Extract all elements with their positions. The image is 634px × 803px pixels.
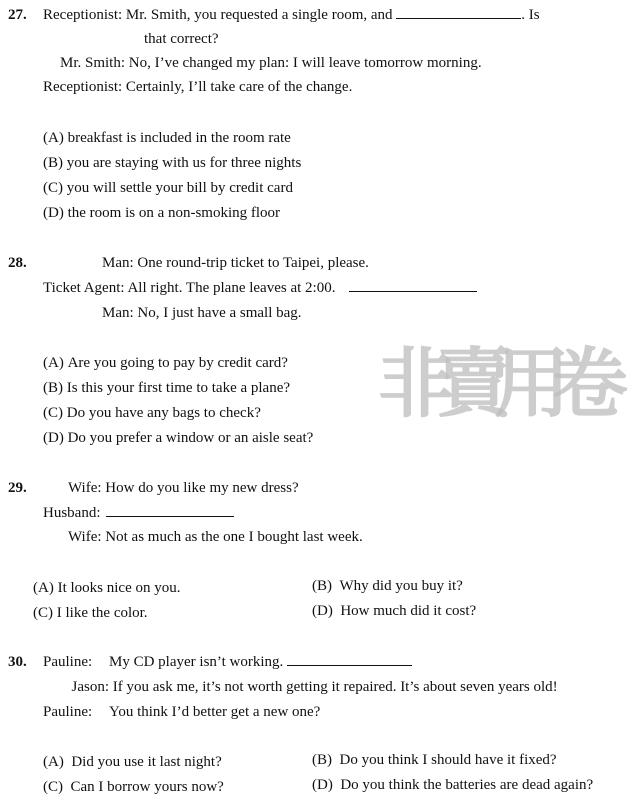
q27-option-d[interactable] — [43, 204, 280, 222]
option-label: (C) — [43, 180, 63, 196]
q28-line1: Man: One round-trip ticket to Taipei, please. — [102, 255, 369, 271]
option-text: It looks nice on you. — [57, 580, 181, 596]
q30-line3-text: You think I’d better get a new one? — [109, 704, 321, 720]
option-label: (B) — [43, 380, 63, 396]
option-text: Is this your first time to take a plane? — [66, 380, 291, 396]
q30-option-b[interactable] — [312, 751, 557, 769]
question-28-number: 28. — [8, 255, 27, 271]
question-29-number: 29. — [8, 480, 27, 496]
option-text: breakfast is included in the room rate — [67, 130, 291, 146]
q28-line3: Man: No, I just have a small bag. — [102, 305, 302, 321]
option-text: How much did it cost? — [340, 603, 477, 619]
q29-option-a[interactable] — [33, 579, 180, 597]
q30-option-d[interactable] — [312, 776, 593, 794]
q30-line2-text: If you ask me, it’s not worth getting it repaired. It’s about seven years old! — [112, 679, 558, 695]
option-label: (D) — [312, 603, 333, 619]
q29-line1: Wife: How do you like my new dress? — [68, 480, 299, 496]
q30-line2 — [43, 678, 558, 696]
q28-option-b[interactable] — [43, 379, 290, 397]
q28-line2 — [43, 279, 477, 297]
q30-option-c[interactable] — [43, 778, 224, 796]
option-text: Can I borrow yours now? — [70, 779, 224, 795]
option-label: (D) — [43, 430, 64, 446]
q27-option-c[interactable] — [43, 179, 293, 197]
option-text: I like the color. — [56, 605, 148, 621]
watermark-char: 賣 — [436, 339, 512, 428]
question-30-number: 30. — [8, 654, 27, 670]
option-text: Are you going to pay by credit card? — [67, 355, 288, 371]
q28-line2-text: Ticket Agent: All right. The plane leaves at 2:00. — [43, 280, 336, 296]
q27-line1-text: Mr. Smith, you requested a single room, and — [125, 7, 393, 23]
option-label: (B) — [312, 752, 332, 768]
q27-line1-end: . Is — [521, 7, 540, 23]
option-label: (A) — [43, 130, 64, 146]
option-text: Do you have any bags to check? — [66, 405, 261, 421]
q27-line3: Receptionist: Certainly, I’ll take care of the change. — [43, 79, 353, 95]
q29-option-b[interactable] — [312, 577, 463, 595]
option-text: you will settle your bill by credit card — [66, 180, 293, 196]
option-text: you are staying with us for three nights — [66, 155, 302, 171]
q27-answer-blank — [396, 6, 521, 19]
option-label: (C) — [43, 405, 63, 421]
option-label: (C) — [33, 605, 53, 621]
option-label: (A) — [33, 580, 54, 596]
q30-line1-text: My CD player isn’t working. — [109, 654, 284, 670]
q29-speaker-husband: Husband: — [43, 505, 101, 521]
q29-answer-blank — [106, 504, 234, 517]
q30-line3 — [43, 703, 320, 721]
watermark-stamp — [378, 320, 628, 448]
option-text: Why did you buy it? — [339, 578, 463, 594]
option-label: (D) — [43, 205, 64, 221]
option-label: (A) — [43, 754, 64, 770]
q30-speaker-pauline: Pauline: — [43, 654, 93, 670]
q29-option-c[interactable] — [33, 604, 148, 622]
option-label: (C) — [43, 779, 63, 795]
q28-answer-blank — [349, 279, 477, 292]
q27-line1 — [43, 6, 540, 24]
option-text: Do you think I should have it fixed? — [339, 752, 557, 768]
q30-line1 — [43, 653, 412, 671]
q30-answer-blank — [287, 653, 412, 666]
watermark-char: 用 — [494, 339, 570, 428]
option-label: (B) — [43, 155, 63, 171]
q28-option-a[interactable] — [43, 354, 288, 372]
q27-line2: Mr. Smith: No, I’ve changed my plan: I will leave tomorrow morning. — [60, 55, 482, 71]
q28-option-d[interactable] — [43, 429, 313, 447]
q30-option-a[interactable] — [43, 753, 222, 771]
option-label: (A) — [43, 355, 64, 371]
question-27-number: 27. — [8, 7, 27, 23]
q30-speaker-pauline: Pauline: — [43, 704, 93, 720]
watermark-char: 非 — [378, 339, 454, 428]
q29-line3: Wife: Not as much as the one I bought last week. — [68, 529, 363, 545]
q27-speaker-receptionist: Receptionist: — [43, 7, 123, 23]
q27-line1-continued: that correct? — [144, 31, 219, 47]
q27-option-b[interactable] — [43, 154, 301, 172]
q29-line2 — [43, 504, 234, 522]
option-text: Do you think the batteries are dead again? — [340, 777, 594, 793]
q27-option-a[interactable] — [43, 129, 291, 147]
option-label: (D) — [312, 777, 333, 793]
option-text: the room is on a non-smoking floor — [67, 205, 281, 221]
q28-option-c[interactable] — [43, 404, 261, 422]
option-label: (B) — [312, 578, 332, 594]
watermark-char: 卷 — [552, 339, 628, 428]
q29-option-d[interactable] — [312, 602, 476, 620]
option-text: Did you use it last night? — [71, 754, 222, 770]
option-text: Do you prefer a window or an aisle seat? — [67, 430, 314, 446]
q30-speaker-jason: Jason: — [71, 679, 109, 695]
